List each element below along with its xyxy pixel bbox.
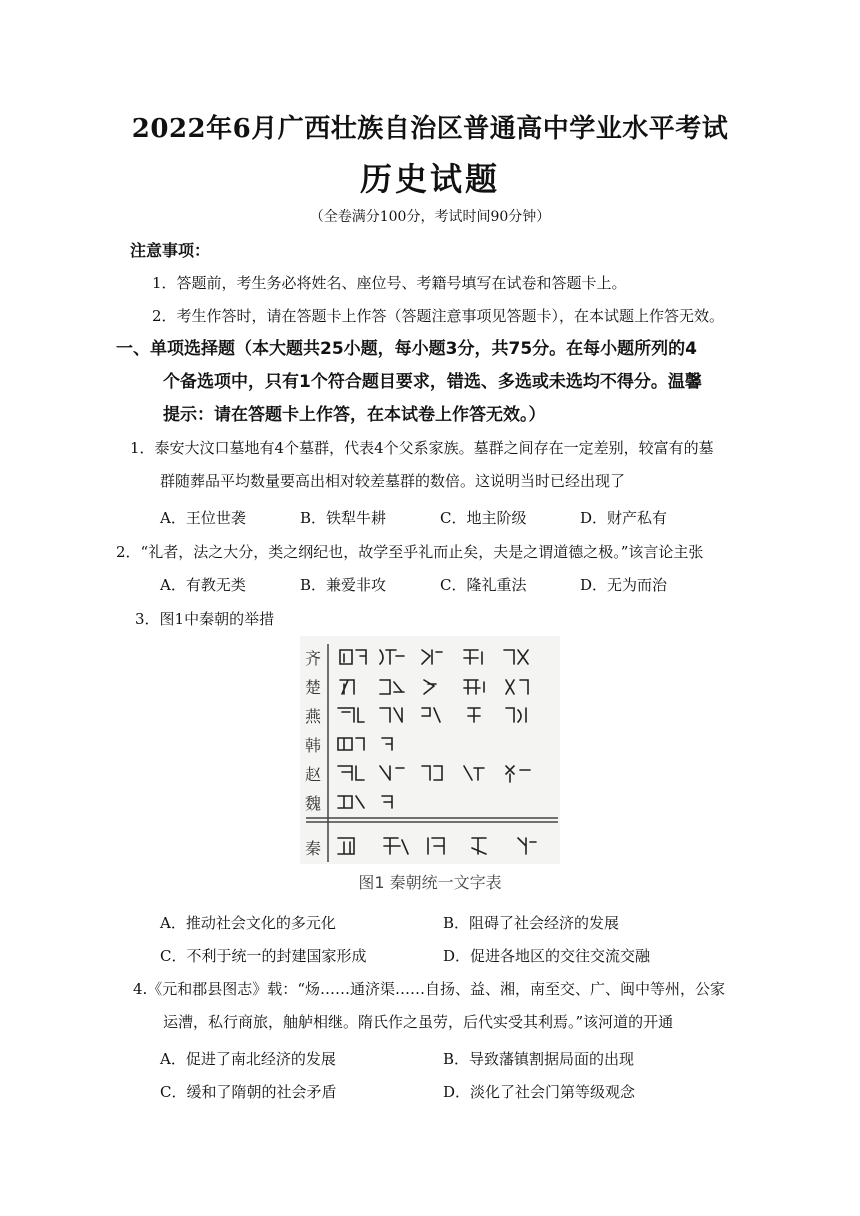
q4-option-c: C．缓和了隋朝的社会矛盾 [160,1083,337,1101]
exam-title: 2022年6月广西壮族自治区普通高中学业水平考试 [131,114,729,144]
q4-option-a: A．促进了南北经济的发展 [160,1050,336,1068]
section1-line1: 一、单项选择题（本大题共25小题，每小题3分，共75分。在每小题所列的4 [116,339,697,359]
q3-option-c: C．不利于统一的封建国家形成 [160,947,367,965]
row-label-qin: 秦 [305,839,322,858]
row-label-yan: 燕 [305,707,322,726]
question-1 [130,432,740,498]
subject-title: 历史试题 [359,160,500,198]
q2-option-c: C．隆礼重法 [440,576,527,594]
section1-line2: 个备选项中，只有1个符合题目要求，错选、多选或未选均不得分。温馨 [163,372,702,392]
q1-option-d: D．财产私有 [580,509,668,527]
q2-option-b: B．兼爱非攻 [300,576,387,594]
question-4-line1: 4.《元和郡县图志》载：“炀……通济渠……自扬、益、湘，南至交、广、闽中等州，公家 [133,980,725,998]
section1-heading [116,333,740,432]
q4-option-b: B．导致藩镇割据局面的出现 [443,1050,635,1068]
row-label-zhao: 赵 [305,765,322,784]
question-1-line1: 1．泰安大汶口墓地有4个墓群，代表4个父系家族。墓群之间存在一定差别，较富有的墓 [130,439,714,457]
q3-option-a: A．推动社会文化的多元化 [160,914,336,932]
notice-item-1: 1．答题前，考生务必将姓名、座位号、考籍号填写在试卷和答题卡上。 [152,274,627,292]
script-table-svg [300,636,560,898]
question-3-line1: 3．图1中秦朝的举措 [135,610,275,628]
q1-option-b: B．铁犁牛耕 [300,509,387,527]
question-4-line2: 运漕，私行商旅，舳舻相继。隋氏作之虽劳，后代实受其利焉。”该河道的开通 [163,1013,674,1031]
notice-heading: 注意事项： [130,241,211,260]
section1-line3: 提示：请在答题卡上作答，在本试卷上作答无效。） [163,405,546,425]
q1-option-a: A．王位世袭 [160,509,246,527]
question-2 [116,536,746,569]
question-1-line2: 群随葬品平均数量要高出相对较差墓群的数倍。这说明当时已经出现了 [160,472,626,490]
q2-option-d: D．无为而治 [580,576,668,594]
question-2-line1: 2．“礼者，法之大分，类之纲纪也，故学至乎礼而止矣，夫是之谓道德之极。”该言论主张 [116,543,704,561]
q2-option-a: A．有教无类 [160,576,246,594]
q3-option-d: D．促进各地区的交往交流交融 [443,947,651,965]
row-label-qi: 齐 [305,649,322,668]
question-3 [135,603,745,636]
row-label-chu: 楚 [305,678,322,697]
q3-option-b: B．阻碍了社会经济的发展 [443,914,620,932]
row-label-wei: 魏 [305,794,322,813]
q1-option-c: C．地主阶级 [440,509,527,527]
figure-caption: 图1 秦朝统一文字表 [358,873,502,892]
notice-item-2: 2．考生作答时，请在答题卡上作答（答题注意事项见答题卡），在本试题上作答无效。 [152,307,725,325]
exam-subtitle: （全卷满分100分，考试时间90分钟） [309,209,551,225]
q4-option-d: D．淡化了社会门第等级观念 [443,1083,636,1101]
figure-1-unified-script-table [300,636,560,898]
question-4 [133,973,747,1039]
row-label-han: 韩 [305,736,322,755]
